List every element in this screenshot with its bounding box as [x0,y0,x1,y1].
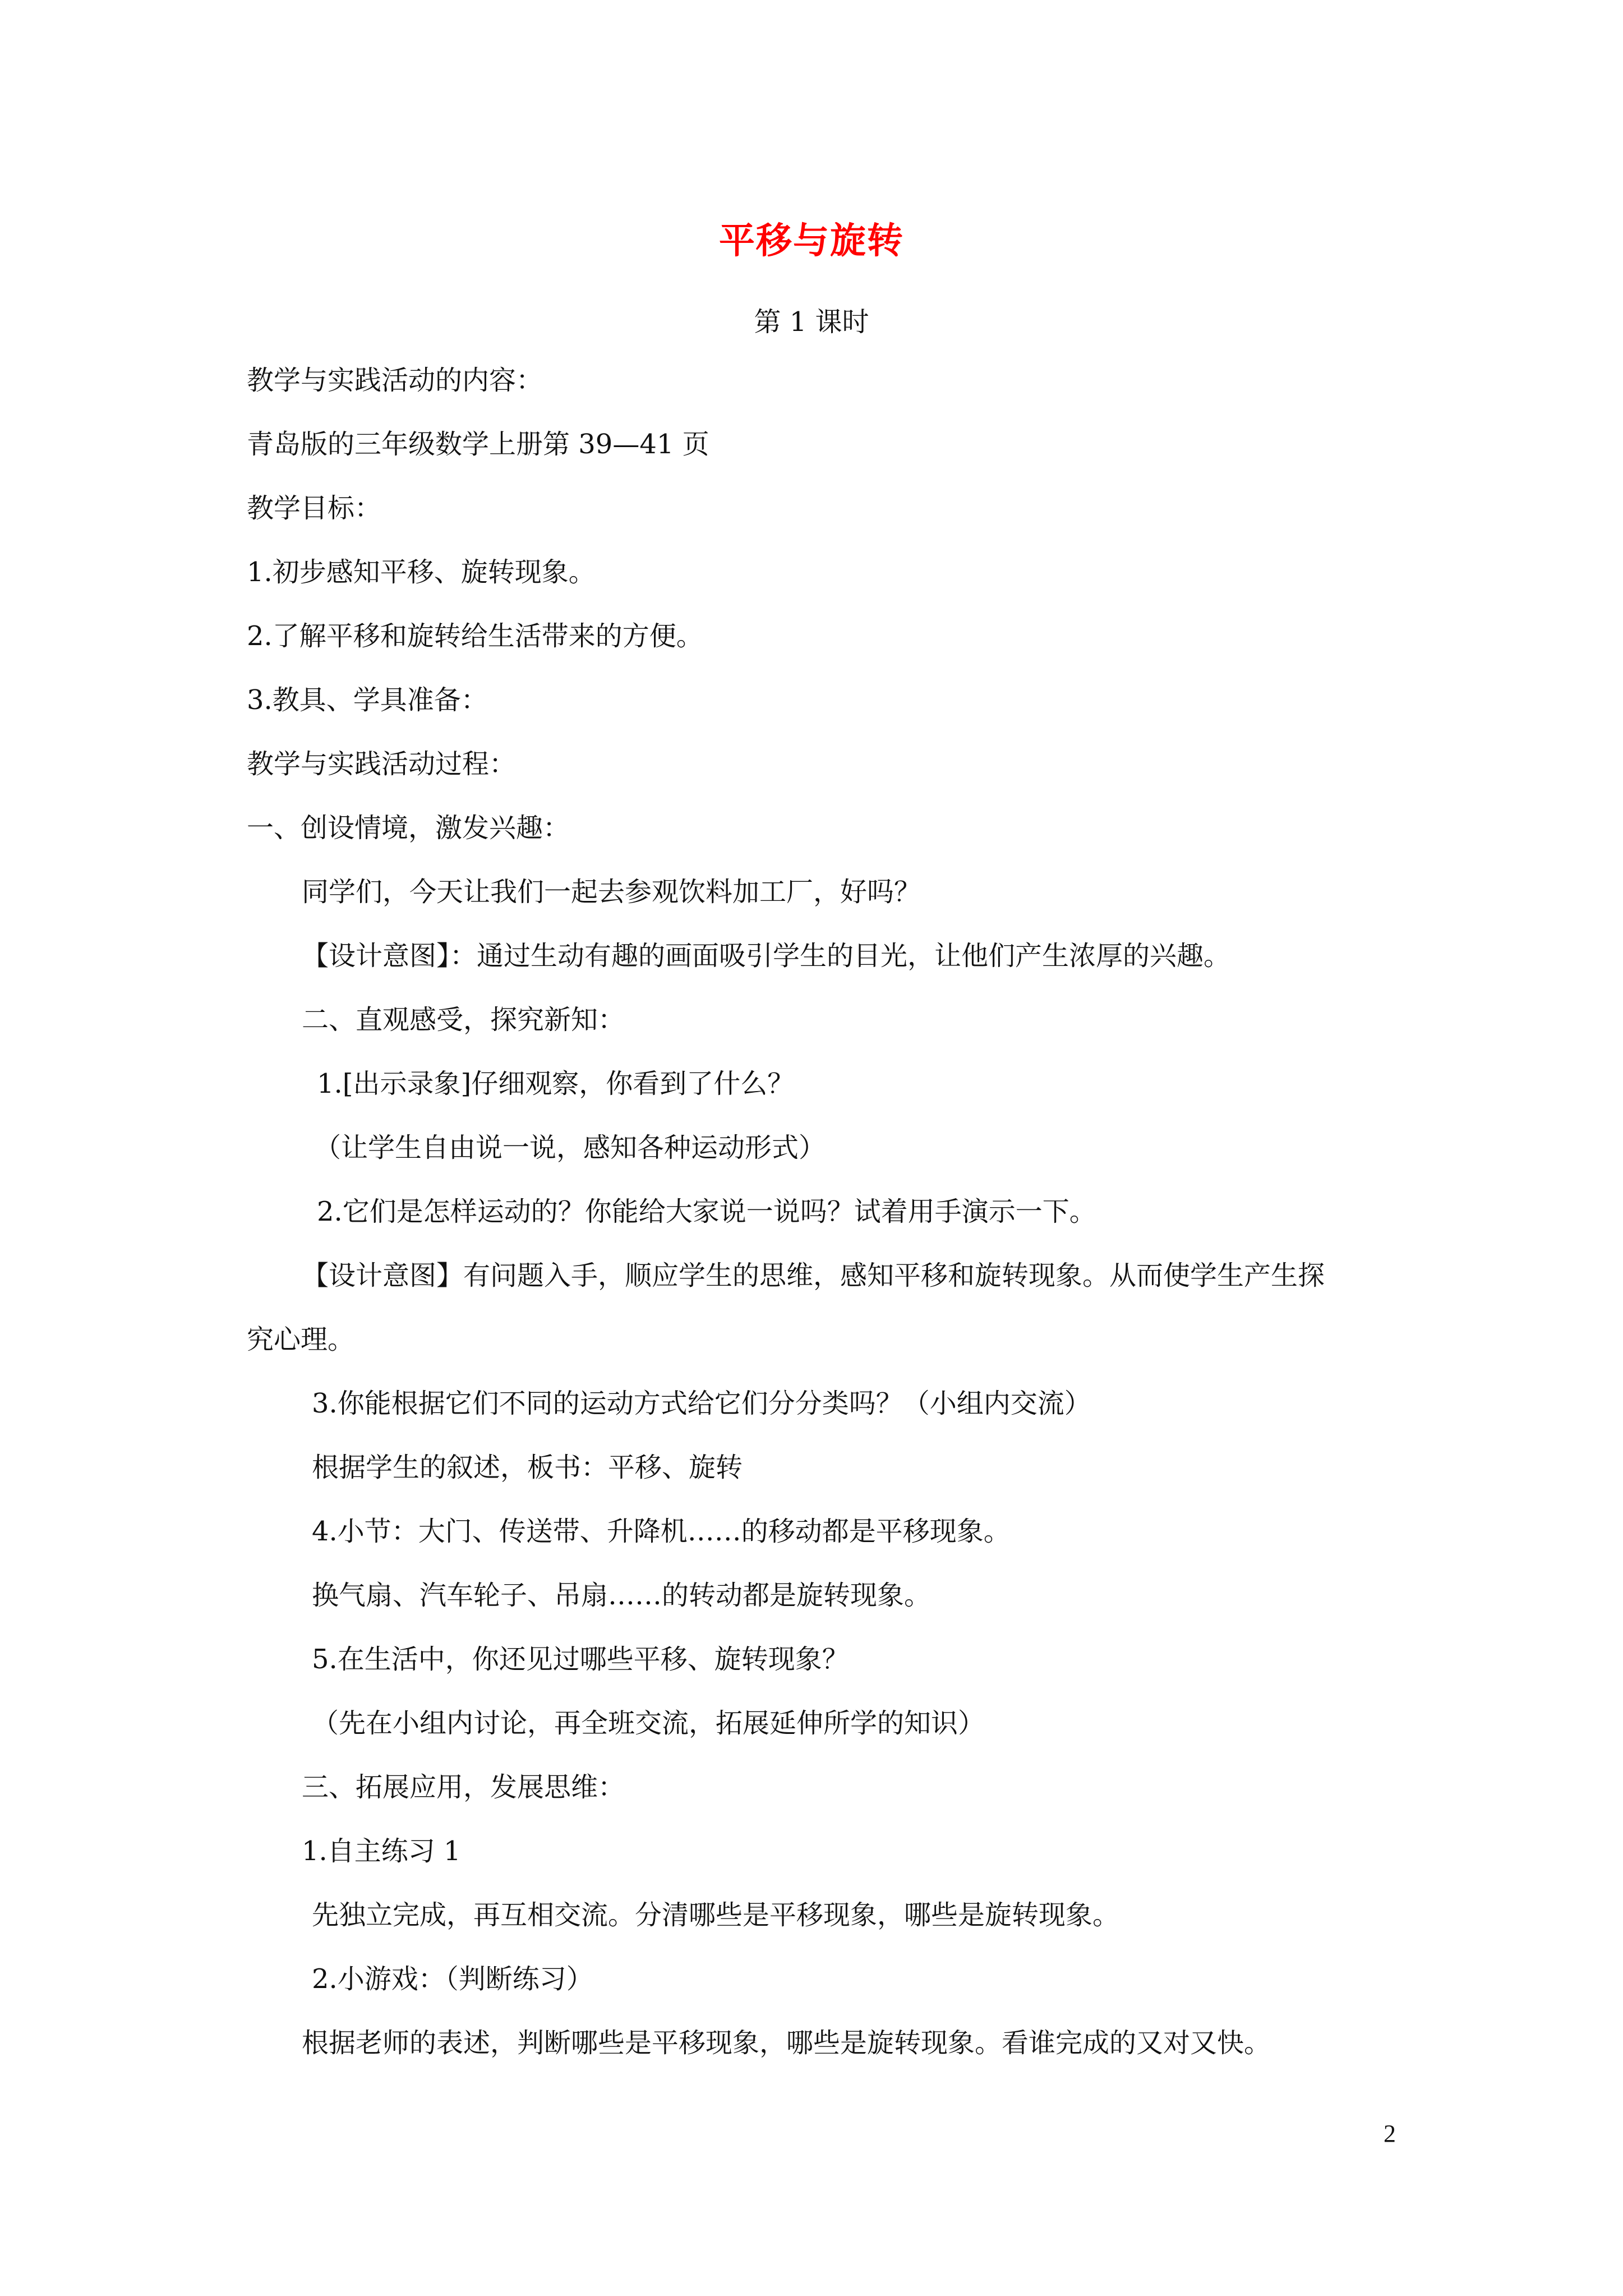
text-line: 1.初步感知平移、旋转现象。 [247,556,596,588]
text-line: 4.小节：大门、传送带、升降机……的移动都是平移现象。 [312,1516,1011,1547]
text-line: 1.自主练习 1 [302,1835,461,1867]
text-line: 根据学生的叙述，板书：平移、旋转 [312,1452,743,1483]
text-line: 教学目标： [247,493,382,524]
text-line: 3.你能根据它们不同的运动方式给它们分分类吗？（小组内交流） [312,1388,1091,1419]
text-line: 青岛版的三年级数学上册第 39—41 页 [247,429,709,460]
text-line: 【设计意图】：通过生动有趣的画面吸引学生的目光，让他们产生浓厚的兴趣。 [302,940,1231,972]
text-line: 一、创设情境，激发兴趣： [247,812,570,844]
text-line: 二、直观感受，探究新知： [302,1004,625,1036]
text-line: 2.它们是怎样运动的？你能给大家说一说吗？试着用手演示一下。 [317,1196,1096,1227]
text-line: 教学与实践活动过程： [247,748,517,780]
text-line: 先独立完成，再互相交流。分清哪些是平移现象，哪些是旋转现象。 [312,1899,1120,1931]
text-line: 2.了解平移和旋转给生活带来的方便。 [247,620,703,652]
text-line: 教学与实践活动的内容： [247,365,543,396]
document-subtitle: 第 1 课时 [754,306,869,338]
text-line: 换气扇、汽车轮子、吊扇……的转动都是旋转现象。 [312,1580,932,1611]
text-line: 1.[出示录象]仔细观察，你看到了什么？ [317,1068,795,1099]
text-line: （先在小组内讨论，再全班交流，拓展延伸所学的知识） [312,1708,985,1739]
text-line: （让学生自由说一说，感知各种运动形式） [314,1132,826,1163]
text-line: 【设计意图】有问题入手，顺应学生的思维，感知平移和旋转现象。从而使学生产生探 [302,1260,1325,1291]
document-title: 平移与旋转 [719,220,904,262]
text-line: 同学们，今天让我们一起去参观饮料加工厂，好吗？ [302,876,921,908]
page-number: 2 [1384,2120,1396,2147]
text-line: 2.小游戏：（判断练习） [312,1963,593,1995]
text-line: 究心理。 [247,1324,355,1355]
text-line: 根据老师的表述，判断哪些是平移现象，哪些是旋转现象。看谁完成的又对又快。 [302,2027,1271,2059]
text-line: 3.教具、学具准备： [247,684,488,716]
text-line: 5.在生活中，你还见过哪些平移、旋转现象？ [312,1644,849,1675]
text-line: 三、拓展应用，发展思维： [302,1772,625,1803]
